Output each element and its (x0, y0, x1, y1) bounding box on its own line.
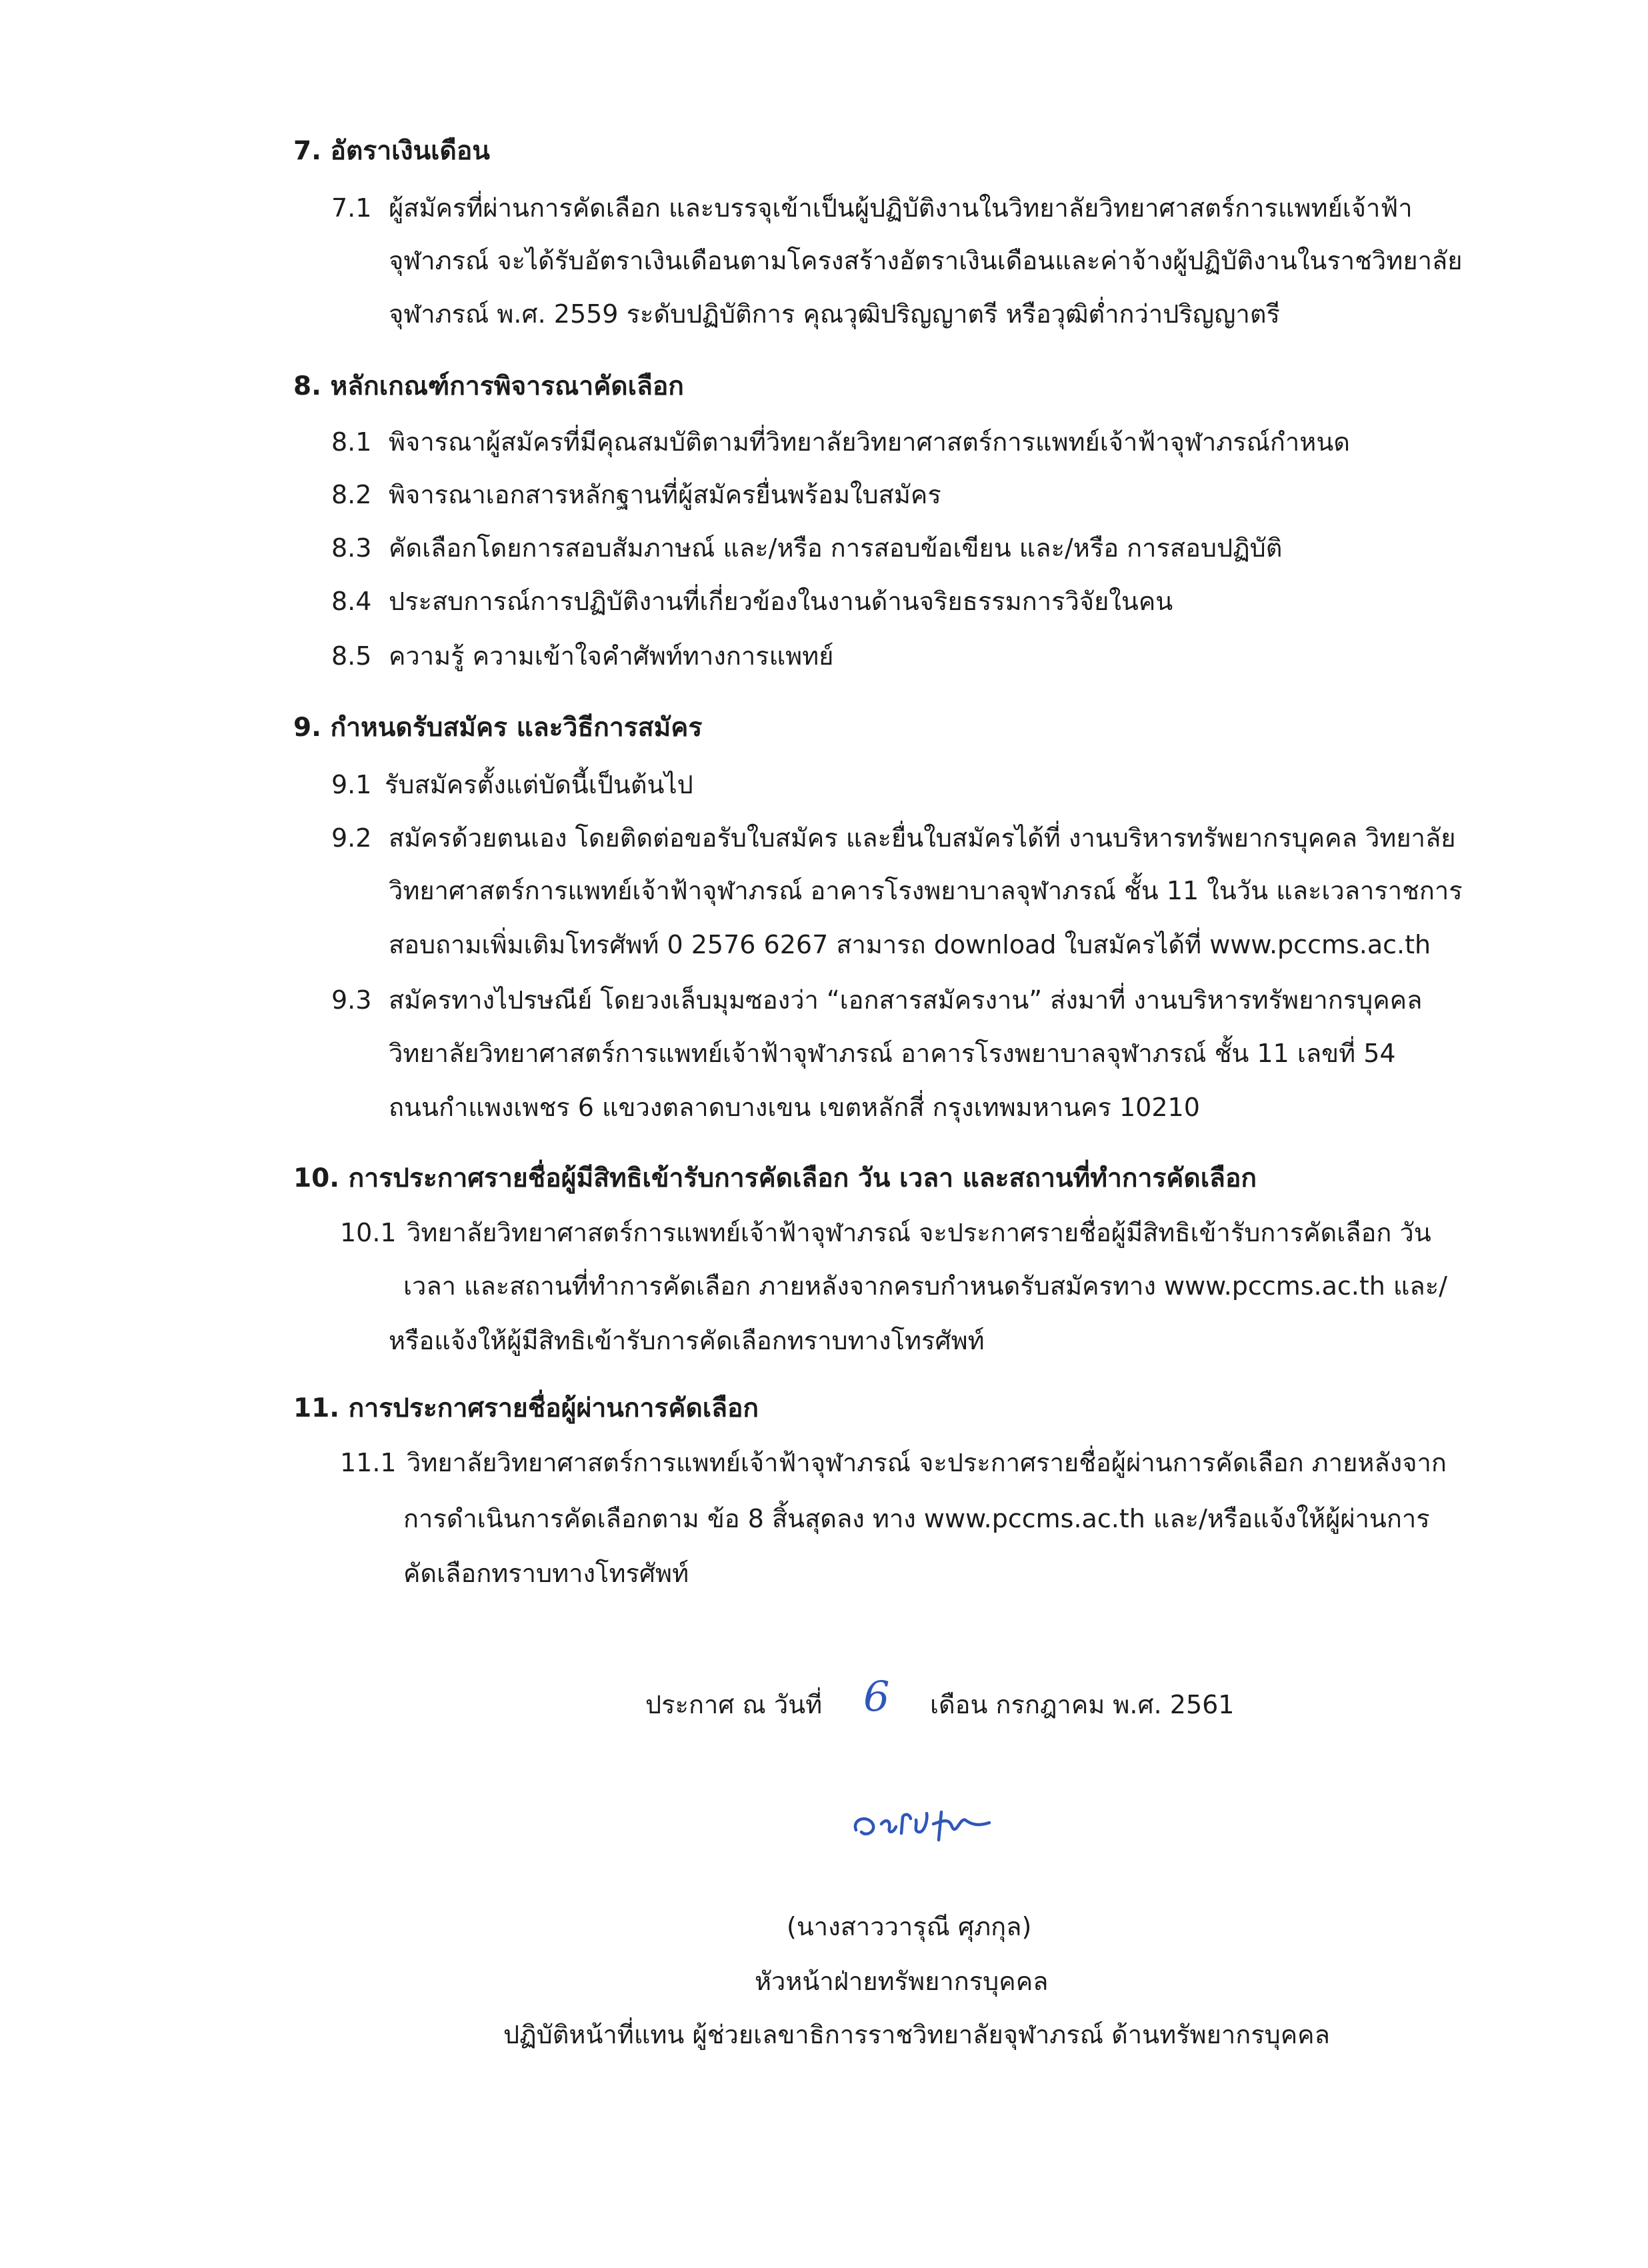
item-7-1-line-2: จุฬาภรณ์ จะได้รับอัตราเงินเดือนตามโครงสร้างอัตราเงินเดือนและค่าจ้างผู้ปฏิบัติงานในราชวิทยาลัย (389, 246, 1463, 275)
handwritten-signature (847, 1793, 1047, 1860)
item-10-1-line-3: หรือแจ้งให้ผู้มีสิทธิเข้ารับการคัดเลือกทราบทางโทรศัพท์ (389, 1326, 985, 1355)
item-9-3-line-2: วิทยาลัยวิทยาศาสตร์การแพทย์เจ้าฟ้าจุฬาภรณ์ อาคารโรงพยาบาลจุฬาภรณ์ ชั้น 11 เลขที่ 54 (389, 1039, 1396, 1068)
item-8-4-number: 8.4 (331, 587, 372, 616)
item-11-1-line-3: คัดเลือกทราบทางโทรศัพท์ (403, 1559, 689, 1588)
item-9-3-line-1: สมัครทางไปรษณีย์ โดยวงเล็บมุมซองว่า “เอกสารสมัครงาน” ส่งมาที่ งานบริหารทรัพยากรบุคคล (389, 985, 1423, 1015)
item-11-1-line-1: วิทยาลัยวิทยาศาสตร์การแพทย์เจ้าฟ้าจุฬาภรณ์ จะประกาศรายชื่อผู้ผ่านการคัดเลือก ภายหลังจาก (407, 1448, 1447, 1477)
item-9-2-line-1: สมัครด้วยตนเอง โดยติดต่อขอรับใบสมัคร และยื่นใบสมัครได้ที่ งานบริหารทรัพยากรบุคคล วิทยาลัย (389, 823, 1456, 853)
item-11-1-number: 11.1 (340, 1448, 397, 1477)
item-8-3-text: คัดเลือกโดยการสอบสัมภาษณ์ และ/หรือ การสอบข้อเขียน และ/หรือ การสอบปฏิบัติ (389, 533, 1283, 563)
item-8-5-number: 8.5 (331, 641, 372, 671)
announce-day: 6 (863, 1672, 890, 1721)
signer-acting-title: ปฏิบัติหน้าที่แทน ผู้ช่วยเลขาธิการราชวิทยาลัยจุฬาภรณ์ ด้านทรัพยากรบุคคล (503, 2020, 1330, 2049)
section-10-heading: 10. การประกาศรายชื่อผู้มีสิทธิเข้ารับการคัดเลือก วัน เวลา และสถานที่ทำการคัดเลือก (293, 1163, 1257, 1193)
section-8-heading: 8. หลักเกณฑ์การพิจารณาคัดเลือก (293, 371, 684, 401)
item-8-2-number: 8.2 (331, 480, 372, 509)
section-11-heading: 11. การประกาศรายชื่อผู้ผ่านการคัดเลือก (293, 1393, 759, 1423)
item-9-2-line-3: สอบถามเพิ่มเติมโทรศัพท์ 0 2576 6267 สามารถ download ใบสมัครได้ที่ www.pccms.ac.th (389, 930, 1431, 959)
item-9-1-number: 9.1 (331, 770, 372, 799)
section-7-heading: 7. อัตราเงินเดือน (293, 136, 490, 166)
item-9-2-number: 9.2 (331, 823, 372, 853)
item-11-1-line-2: การดำเนินการคัดเลือกตาม ข้อ 8 สิ้นสุดลง ทาง www.pccms.ac.th และ/หรือแจ้งให้ผู้ผ่านการ (403, 1504, 1430, 1533)
signer-position: หัวหน้าฝ่ายทรัพยากรบุคคล (755, 1967, 1049, 1996)
item-10-1-number: 10.1 (340, 1218, 397, 1247)
item-9-1-text: รับสมัครตั้งแต่บัดนี้เป็นต้นไป (385, 770, 693, 799)
item-8-3-number: 8.3 (331, 533, 372, 563)
section-9-heading: 9. กำหนดรับสมัคร และวิธีการสมัคร (293, 713, 703, 743)
item-10-1-line-1: วิทยาลัยวิทยาศาสตร์การแพทย์เจ้าฟ้าจุฬาภรณ์ จะประกาศรายชื่อผู้มีสิทธิเข้ารับการคัดเลือก วัน (407, 1218, 1431, 1247)
item-7-1-line-3: จุฬาภรณ์ พ.ศ. 2559 ระดับปฏิบัติการ คุณวุฒิปริญญาตรี หรือวุฒิต่ำกว่าปริญญาตรี (389, 299, 1280, 329)
item-8-5-text: ความรู้ ความเข้าใจคำศัพท์ทางการแพทย์ (389, 641, 834, 671)
item-9-3-number: 9.3 (331, 985, 372, 1015)
announce-prefix: ประกาศ ณ วันที่ (645, 1690, 823, 1719)
item-8-1-number: 8.1 (331, 427, 372, 457)
item-9-2-line-2: วิทยาศาสตร์การแพทย์เจ้าฟ้าจุฬาภรณ์ อาคารโรงพยาบาลจุฬาภรณ์ ชั้น 11 ในวัน และเวลาราชการ (389, 876, 1463, 905)
item-9-3-line-3: ถนนกำแพงเพชร 6 แขวงตลาดบางเขน เขตหลักสี่ กรุงเทพมหานคร 10210 (389, 1093, 1200, 1122)
announce-suffix: เดือน กรกฎาคม พ.ศ. 2561 (930, 1690, 1235, 1719)
item-7-1-number: 7.1 (331, 193, 372, 223)
item-8-4-text: ประสบการณ์การปฏิบัติงานที่เกี่ยวข้องในงานด้านจริยธรรมการวิจัยในคน (389, 587, 1173, 616)
item-8-1-text: พิจารณาผู้สมัครที่มีคุณสมบัติตามที่วิทยาลัยวิทยาศาสตร์การแพทย์เจ้าฟ้าจุฬาภรณ์กำหนด (389, 427, 1350, 457)
item-8-2-text: พิจารณาเอกสารหลักฐานที่ผู้สมัครยื่นพร้อมใบสมัคร (389, 480, 941, 509)
signer-name: (นางสาววารุณี ศุภกุล) (787, 1912, 1032, 1941)
item-7-1-line-1: ผู้สมัครที่ผ่านการคัดเลือก และบรรจุเข้าเป็นผู้ปฏิบัติงานในวิทยาลัยวิทยาศาสตร์การแพทย์เจ้าฟ้า (389, 193, 1413, 223)
item-10-1-line-2: เวลา และสถานที่ทำการคัดเลือก ภายหลังจากครบกำหนดรับสมัครทาง www.pccms.ac.th และ/ (403, 1271, 1447, 1301)
